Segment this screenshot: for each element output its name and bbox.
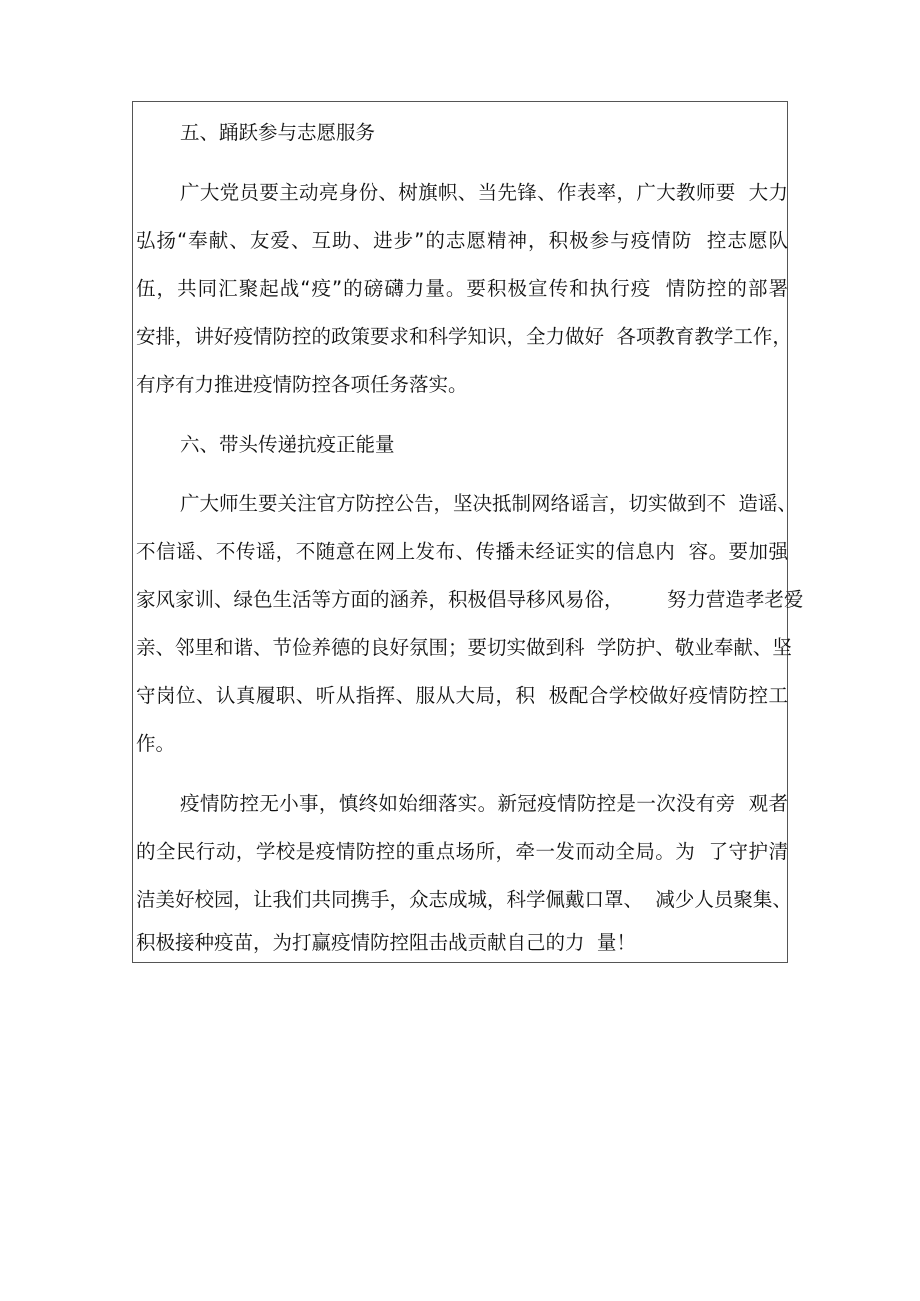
section-heading: 六、带头传递抗疫正能量 [180,433,395,456]
section-heading: 五、踊跃参与志愿服务 [180,121,376,144]
paragraph-line: 广大党员要主动亮身份、树旗帜、当先锋、作表率，广大教师要 大力 [180,181,788,204]
paragraph-line: 的全民行动，学校是疫情防控的重点场所，牵一发而动全局。为 了守护清 [136,840,788,863]
paragraph-line: 亲、邻里和谐、节俭养德的良好氛围；要切实做到科 学防护、敬业奉献、坚 [136,636,792,659]
paragraph-line: 广大师生要关注官方防控公告，坚决抵制网络谣言，切实做到不 造谣、 [180,492,797,515]
paragraph-line: 作。 [136,732,176,755]
paragraph-line: 积极接种疫苗，为打赢疫情防控阻击战贡献自己的力 量！ [136,931,636,954]
paragraph-line: 守岗位、认真履职、听从指挥、服从大局，积 极配合学校做好疫情防控工 [136,684,788,707]
paragraph-line: 安排，讲好疫情防控的政策要求和科学知识，全力做好 各项教育教学工作， [136,325,792,348]
paragraph-line: 疫情防控无小事，慎终如始细落实。新冠疫情防控是一次没有旁 观者 [180,792,788,815]
paragraph-line: 有序有力推进疫情防控各项任务落实。 [136,373,468,396]
paragraph-line: 洁美好校园，让我们共同携手，众志成城，科学佩戴口罩、 减少人员聚集、 [136,888,792,911]
paragraph-line: 弘扬“奉献、友爱、互助、进步”的志愿精神，积极参与疫情防 控志愿队 [136,229,788,252]
paragraph-line: 家风家训、绿色生活等方面的涵养，积极倡导移风易俗， 努力营造孝老爱 [136,588,804,611]
paragraph-line: 伍，共同汇聚起战“疫”的磅礴力量。要积极宣传和执行疫 情防控的部署 [136,277,788,300]
paragraph-line: 不信谣、不传谣，不随意在网上发布、传播未经证实的信息内 容。要加强 [136,540,788,563]
